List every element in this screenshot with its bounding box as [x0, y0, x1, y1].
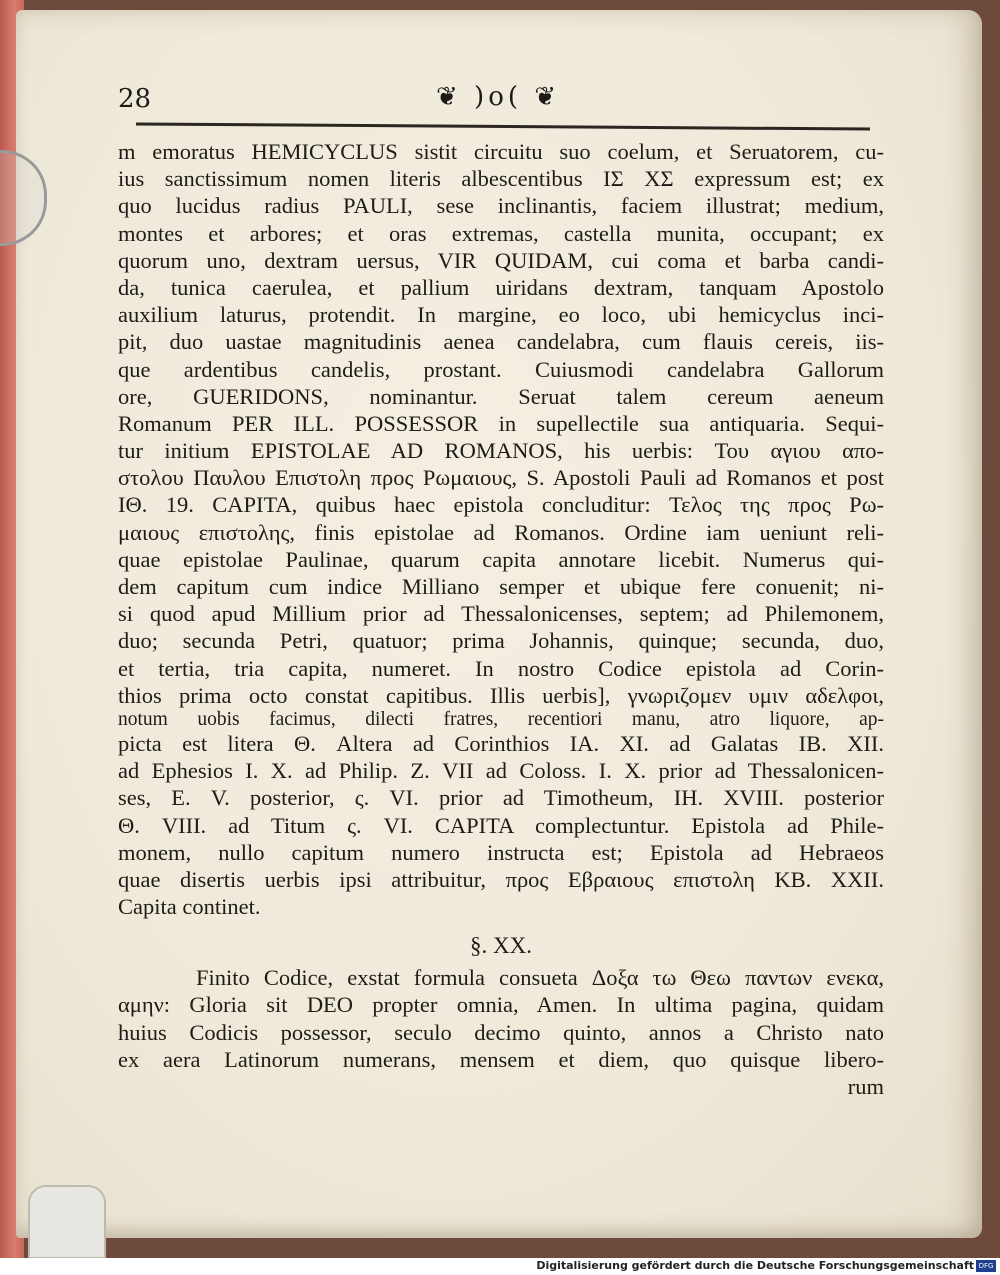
text-line: si quod apud Millium prior ad Thessalonicenses, septem; ad Philemonem, — [118, 601, 884, 627]
text-line: Finito Codice, exstat formula consueta Δοξα τω Θεω παντων ενεκα, — [196, 965, 884, 991]
text-line: huius Codicis possessor, seculo decimo quinto, annos a Christo nato — [118, 1019, 884, 1045]
text-line: monem, nullo capitum numero instructa est; Epistola ad Hebraeos — [118, 839, 884, 865]
body-text — [118, 138, 884, 1100]
text-line: ΙΘ. 19. CAPITA, quibus haec epistola concluditur: Τελος της προς Ρω- — [118, 492, 884, 518]
text-line: ad Ephesios Ι. X. ad Philip. Ζ. VII ad Coloss. Ι. X. prior ad Thessalonicen- — [118, 758, 884, 784]
header-ornament: ❦ )o( ❦ — [436, 82, 561, 112]
text-line: ius sanctissimum nomen literis albescentibus ΙΣ ΧΣ expressum est; ex — [118, 166, 884, 192]
text-line: Θ. VIII. ad Titum ς. VI. CAPITA complectuntur. Epistola ad Phile- — [118, 812, 884, 838]
text-line: quo lucidus radius PAULI, sese inclinantis, faciem illustrat; medium, — [118, 193, 884, 219]
text-line: ses, Ε. V. posterior, ς. VI. prior ad Timotheum, ΙΗ. XVIII. posterior — [118, 785, 884, 811]
funding-credit: Digitalisierung gefördert durch die Deutsche Forschungsgemeinschaft — [536, 1259, 974, 1272]
text-line: Romanum PER ILL. POSSESSOR in supellectile sua antiquaria. Sequi- — [118, 410, 884, 436]
text-line: tur initium EPISTOLAE AD ROMANOS, his uerbis: Του αγιου απο- — [118, 438, 884, 464]
text-line: ore, GUERIDONS, nominantur. Seruat talem cereum aeneum — [118, 383, 884, 409]
text-line: dem capitum cum indice Milliano semper et ubique fere conuenit; ni- — [118, 574, 884, 599]
text-line: m emoratus HEMICYCLUS sistit circuitu suo coelum, et Seruatorem, cu- — [118, 139, 884, 164]
page-number: 28 — [118, 84, 152, 114]
text-line: montes et arbores; et oras extremas, castella munita, occupant; ex — [118, 220, 884, 246]
text-line: αμην: Gloria sit DEO propter omnia, Amen. In ultima pagina, quidam — [118, 992, 884, 1018]
footer-bar — [0, 1258, 1000, 1275]
text-line: da, tunica caerulea, et pallium uiridans dextram, tanquam Apostolo — [118, 274, 884, 300]
section-heading: §. XX. — [470, 933, 532, 959]
catchword: rum — [847, 1074, 884, 1099]
text-line: στολου Παυλου Επιστολη προς Ρωμαιους, S. Apostoli Pauli ad Romanos et post — [118, 465, 884, 491]
text-line: thios prima octo constat capitibus. Illis uerbis], γνωριζομεν υμιν αδελφοι, — [118, 682, 884, 708]
text-line: pit, duo uastae magnitudinis aenea candelabra, cum flauis cereis, iis- — [118, 329, 884, 355]
text-line: auxilium laturus, protendit. In margine, eo loco, ubi hemicyclus inci- — [118, 302, 884, 328]
text-line: quorum uno, dextram uersus, VIR QUIDAM, cui coma et barba candi- — [118, 247, 884, 273]
page-clip-bottom — [28, 1185, 106, 1258]
text-line: quae disertis uerbis ipsi attribuitur, προς Εβραιους επιστολη ΚΒ. XXII. — [118, 866, 884, 892]
dfg-logo-icon: DFG — [976, 1260, 996, 1272]
text-line: duo; secunda Petri, quatuor; prima Johannis, quinque; secunda, duo, — [118, 628, 884, 654]
text-line: picta est litera Θ. Altera ad Corinthios ΙΑ. XI. ad Galatas ΙΒ. XII. — [118, 730, 884, 756]
text-line-closing: Capita continet. — [118, 894, 261, 920]
text-line: que ardentibus candelis, prostant. Cuiusmodi candelabra Gallorum — [118, 356, 884, 382]
text-line: quae epistolae Paulinae, quarum capita annotare licebit. Numerus qui- — [118, 546, 884, 572]
text-line: et tertia, tria capita, numeret. In nostro Codice epistola ad Corin- — [118, 655, 884, 681]
text-line: ex aera Latinorum numerans, mensem et diem, quo quisque libero- — [118, 1046, 884, 1072]
text-line: μαιους επιστολης, finis epistolae ad Romanos. Ordine iam ueniunt reli- — [118, 519, 884, 545]
page-header — [118, 84, 878, 124]
text-line-small: notum uobis facimus, dilecti fratres, recentiori manu, atro liquore, ap- — [118, 708, 884, 730]
